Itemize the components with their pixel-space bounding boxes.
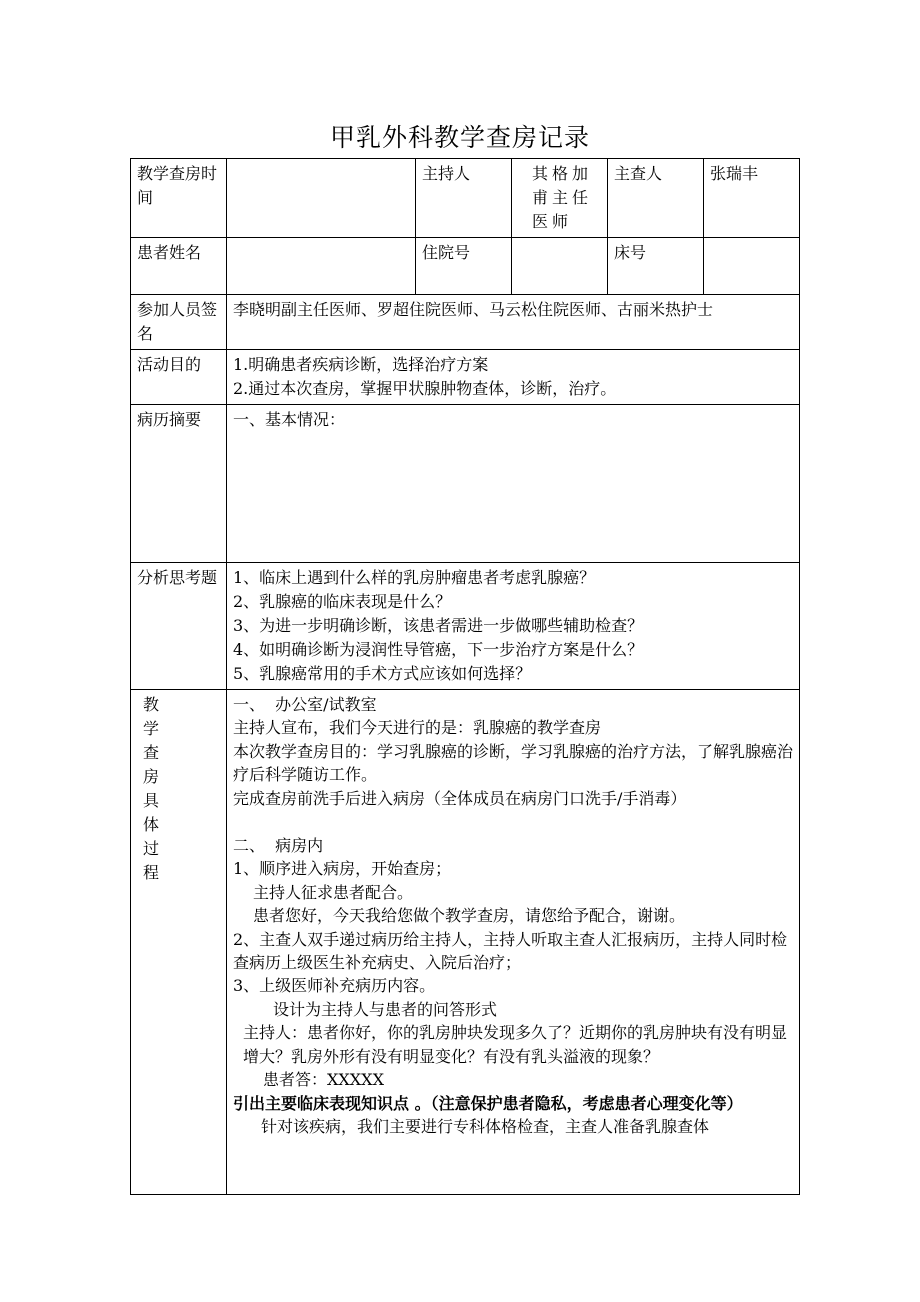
- questions-label: 分析思考题: [131, 563, 227, 690]
- question-item: 1、临床上遇到什么样的乳房肿瘤患者考虑乳腺癌？: [233, 568, 596, 587]
- process-key-point: 引出主要临床表现知识点 。（注意保护患者隐私，考虑患者心理变化等）: [233, 1093, 743, 1113]
- question-item: 3、为进一步明确诊断，该患者需进一步做哪些辅助检查？: [233, 616, 644, 635]
- process-content: [227, 690, 800, 1195]
- purpose-label: 活动目的: [131, 350, 227, 405]
- process-line: 主持人征求患者配合。: [253, 882, 414, 902]
- process-line: 患者答：XXXXX: [263, 1070, 384, 1090]
- row-patient: [131, 238, 800, 295]
- admission-label: 住院号: [416, 238, 512, 295]
- process-label-char: 程: [143, 863, 160, 882]
- bed-value: [704, 238, 800, 295]
- patient-value: [227, 238, 416, 295]
- participants-value: 李晓明副主任医师、罗超住院医师、马云松住院医师、古丽米热护士: [227, 295, 800, 350]
- purpose-item: 2.通过本次查房，掌握甲状腺肿物查体，诊断，治疗。: [233, 379, 617, 398]
- section-ward-heading: 二、 病房内: [233, 836, 324, 856]
- purpose-value: [227, 350, 800, 405]
- row-participants: [131, 295, 800, 350]
- row-time-host: [131, 159, 800, 238]
- time-label: 教学查房时间: [131, 159, 227, 238]
- document-title: 甲乳外科教学查房记录: [329, 123, 590, 152]
- process-label-char: 教: [143, 695, 160, 714]
- process-line: 患者您好，今天我给您做个教学查房，请您给予配合，谢谢。: [253, 906, 686, 926]
- question-item: 4、如明确诊断为浸润性导管癌，下一步治疗方案是什么？: [233, 640, 644, 659]
- checker-value: 张瑞丰: [704, 159, 800, 238]
- process-line: 主持人：患者你好，你的乳房肿块发现多久了？近期你的乳房肿块有没有明显增大？乳房外形有没有明显变化？有没有乳头溢液的现象？: [243, 1023, 788, 1066]
- row-questions: [131, 563, 800, 690]
- history-label: 病历摘要: [131, 405, 227, 563]
- process-label-char: 查: [143, 743, 160, 762]
- patient-label: 患者姓名: [131, 238, 227, 295]
- checker-label: 主查人: [608, 159, 704, 238]
- process-label: [131, 690, 227, 1195]
- bed-label: 床号: [608, 238, 704, 295]
- process-label-char: 具: [143, 791, 160, 810]
- question-item: 2、乳腺癌的临床表现是什么？: [233, 592, 452, 611]
- process-line: 设计为主持人与患者的问答形式: [273, 999, 498, 1019]
- host-name: 其格加甫主任医师: [532, 164, 593, 231]
- rounds-record-table: [130, 158, 800, 1195]
- participants-label: 参加人员签名: [131, 295, 227, 350]
- process-label-char: 体: [143, 815, 160, 834]
- section-office-heading: 一、 办公室/试教室: [233, 695, 377, 714]
- time-value: [227, 159, 416, 238]
- process-line: 本次教学查房目的：学习乳腺癌的诊断，学习乳腺癌的治疗方法，了解乳腺癌治疗后科学随访工作。: [233, 741, 794, 785]
- process-line: 针对该疾病，我们主要进行专科体格检查，主查人准备乳腺查体: [261, 1116, 710, 1136]
- row-purpose: [131, 350, 800, 405]
- question-item: 5、乳腺癌常用的手术方式应该如何选择？: [233, 664, 532, 683]
- questions-value: [227, 563, 800, 690]
- process-label-char: 过: [143, 839, 160, 858]
- purpose-item: 1.明确患者疾病诊断，选择治疗方案: [233, 355, 489, 374]
- history-value: 一、基本情况：: [227, 405, 800, 563]
- process-line: 主持人宣布，我们今天进行的是：乳腺癌的教学查房: [233, 718, 602, 738]
- row-history: [131, 405, 800, 563]
- process-line: 完成查房前洗手后进入病房（全体成员在病房门口洗手/手消毒）: [233, 788, 687, 808]
- process-line: 2、主查人双手递过病历给主持人，主持人听取主查人汇报病历，主持人同时检查病历上级医生补充病史、入院后治疗；: [233, 929, 788, 973]
- row-process: [131, 690, 800, 1195]
- host-label: 主持人: [416, 159, 512, 238]
- blank-line: [233, 810, 793, 834]
- process-line: 3、上级医师补充病历内容。: [233, 976, 436, 996]
- process-label-char: 学: [143, 719, 160, 738]
- host-value: [512, 159, 608, 238]
- process-label-char: 房: [143, 767, 160, 786]
- admission-value: [512, 238, 608, 295]
- process-line: 1、顺序进入病房，开始查房；: [233, 859, 452, 879]
